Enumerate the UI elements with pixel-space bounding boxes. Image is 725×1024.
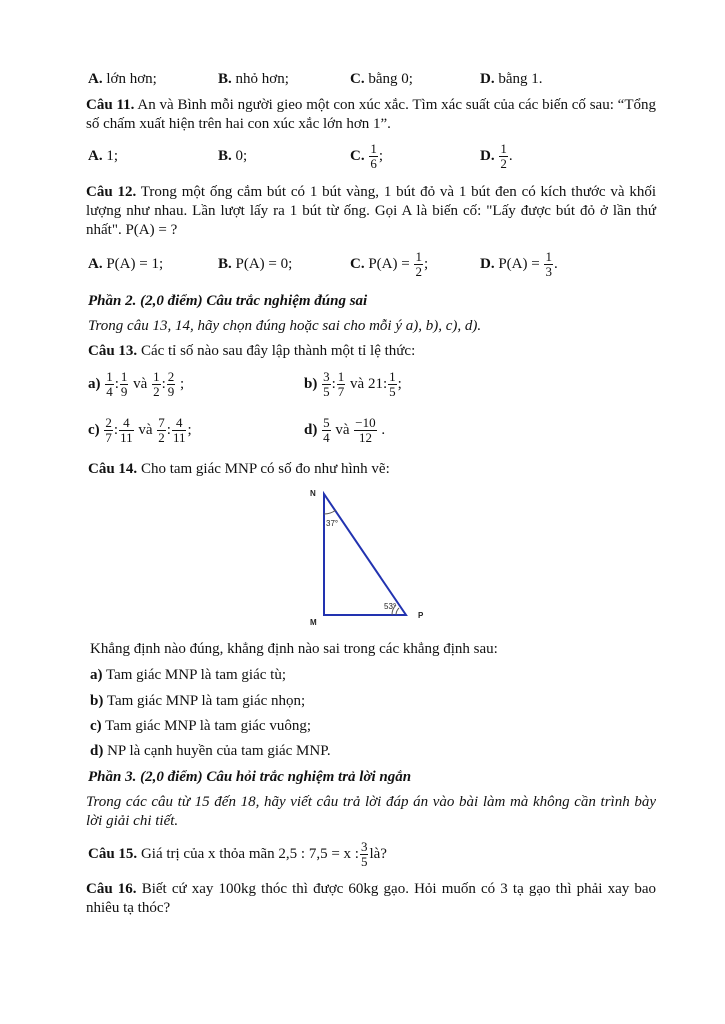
vertex-n-label: N	[310, 489, 316, 498]
q13-item-d: d) $\frac{5}{4}$ và $\frac{-10}{12}$ .	[304, 415, 386, 446]
angle-p-label: 53°	[384, 602, 397, 611]
vertex-p-label: P	[418, 611, 424, 620]
q12-option-c: C. P(A) = $\frac{1}{2}$ ;	[350, 249, 429, 280]
angle-n-label: 37°	[326, 519, 339, 528]
q14-item-a: a) Tam giác MNP là tam giác tù;	[90, 667, 286, 683]
q13-item-b: b) $\frac{3}{5}$ : $\frac{1}{7}$ và 21: $\frac{1}{5}$ ;	[304, 369, 402, 400]
q10-option-a: A. lớn hơn;	[88, 71, 157, 87]
part-2-instruction: Trong câu 13, 14, hãy chọn đúng hoặc sai cho mỗi ý a), b), c), d).	[88, 318, 482, 334]
q14-item-b: b) Tam giác MNP là tam giác nhọn;	[90, 693, 306, 709]
q12-option-b: B. P(A) = 0;	[218, 256, 293, 272]
question-14: Câu 14. Cho tam giác MNP có số đo như hình vẽ:	[88, 461, 390, 477]
question-13: Câu 13. Các tỉ số nào sau đây lập thành một tỉ lệ thức:	[88, 343, 416, 359]
q12-option-a: A. P(A) = 1;	[88, 256, 164, 272]
question-11: Câu 11. An và Bình mỗi người gieo một con xúc xắc. Tìm xác suất của các biến cố sau: “Tổng số chấm xuất hiện trên hai con xúc xắc lớn hơn 1”.	[86, 97, 656, 132]
q11-option-c: C. $\frac{1}{6}$ ;	[350, 141, 384, 172]
angle-p-arc-2	[396, 608, 399, 615]
part-3-instruction: Trong các câu từ 15 đến 18, hãy viết câu trả lời đáp án vào bài làm mà không cần trình bày lời giải chi tiết.	[86, 794, 656, 829]
q13-item-a: a) $\frac{1}{4}$ : $\frac{1}{9}$ và $\frac{1}{2}$ : $\frac{2}{9}$ ;	[88, 369, 185, 400]
part-2-title: Phần 2. (2,0 điểm) Câu trắc nghiệm đúng sai	[88, 293, 368, 309]
q14-item-c: c) Tam giác MNP là tam giác vuông;	[90, 718, 311, 734]
q14-item-d: d) NP là cạnh huyền của tam giác MNP.	[90, 743, 331, 759]
q10-option-d: D. bằng 1.	[480, 71, 543, 87]
q10-option-b: B. nhỏ hơn;	[218, 71, 289, 87]
part-3-title: Phần 3. (2,0 điểm) Câu hỏi trắc nghiệm trả lời ngắn	[88, 769, 412, 785]
question-12: Câu 12. Trong một ống cắm bút có 1 bút vàng, 1 bút đỏ và 1 bút đen có kích thước và khối lượng như nhau. Lần lượt lấy ra 1 bút từ ống. Gọi A là biến cố: "Lấy được bút đỏ ở lần thứ nhất". P(A) = ?	[86, 184, 656, 238]
q11-option-a: A. 1;	[88, 148, 119, 164]
q10-option-c: C. bằng 0;	[350, 71, 413, 87]
question-15: Câu 15. Giá trị của x thỏa mãn 2,5 : 7,5 = x : $\frac{3}{5}$ là?	[88, 839, 387, 870]
q11-option-d: D. $\frac{1}{2}$ .	[480, 141, 513, 172]
triangle-mnp	[324, 494, 406, 615]
triangle-mnp-figure	[300, 482, 430, 632]
q12-option-d: D. P(A) = $\frac{1}{3}$ .	[480, 249, 558, 280]
question-16: Câu 16. Biết cứ xay 100kg thóc thì được 60kg gạo. Hỏi muốn có 3 tạ gạo thì phải xay bao nhiêu tạ thóc?	[86, 881, 657, 916]
q13-item-c: c) $\frac{2}{7}$ : $\frac{4}{11}$ và $\frac{7}{2}$ : $\frac{4}{11}$ ;	[88, 415, 192, 446]
q14-prompt: Khẳng định nào đúng, khẳng định nào sai trong các khẳng định sau:	[90, 641, 498, 657]
q11-option-b: B. 0;	[218, 148, 248, 164]
vertex-m-label: M	[310, 618, 317, 627]
